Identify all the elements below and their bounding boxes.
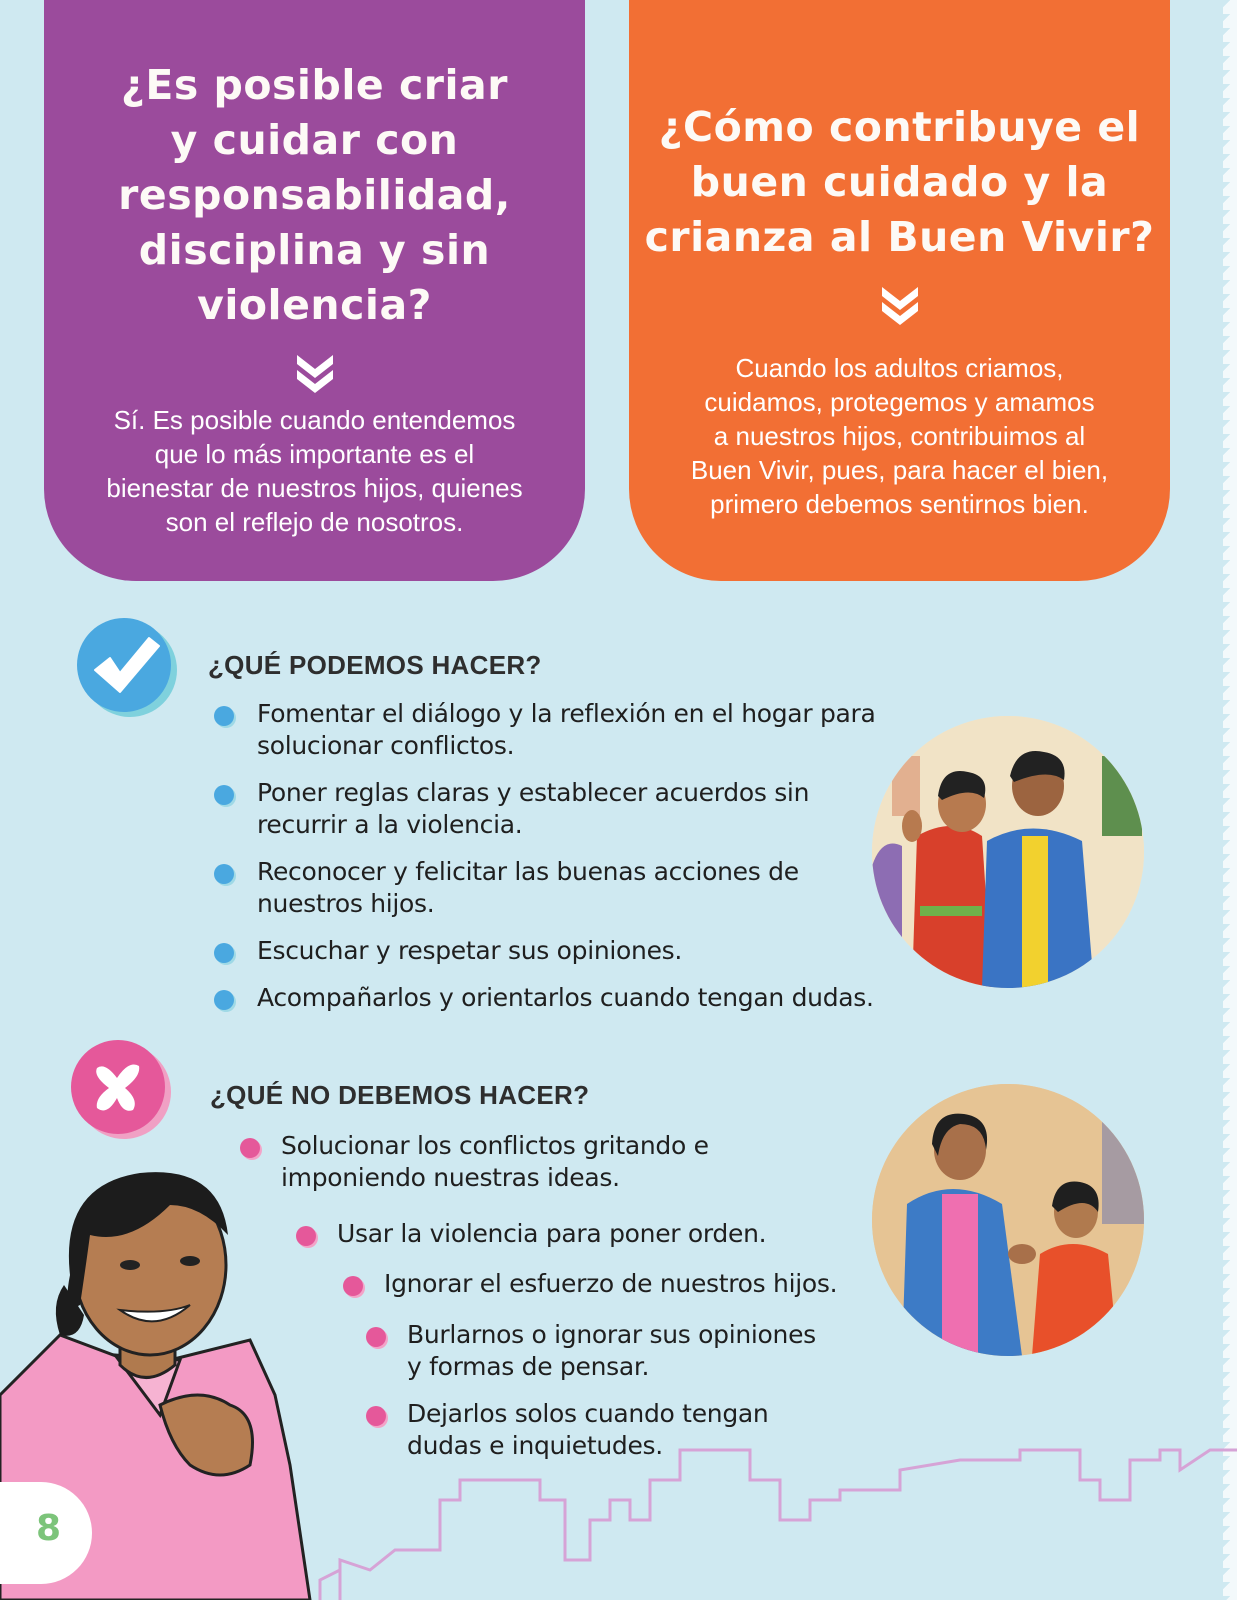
- list-item: Burlarnos o ignorar sus opiniones y formas de pensar.: [407, 1319, 816, 1383]
- check-icon: [77, 618, 171, 712]
- bullet-icon: [214, 990, 234, 1010]
- skyline-decoration: [300, 1440, 1237, 1600]
- list-item: Fomentar el diálogo y la reflexión en el hogar para solucionar conflictos.: [210, 698, 910, 762]
- bullet-icon: [343, 1276, 363, 1296]
- double-chevron-down-icon: [878, 283, 922, 329]
- bullet-icon: [214, 785, 234, 805]
- list-item: Ignorar el esfuerzo de nuestros hijos.: [384, 1268, 837, 1300]
- illustration-father-son: [872, 716, 1144, 988]
- bullet-icon: [214, 864, 234, 884]
- do-section-title: ¿QUÉ PODEMOS HACER?: [208, 650, 542, 680]
- bullet-icon: [214, 706, 234, 726]
- bullet-icon: [214, 943, 234, 963]
- page-number: 8: [36, 1508, 62, 1549]
- bullet-icon: [366, 1327, 386, 1347]
- list-item: Usar la violencia para poner orden.: [337, 1218, 766, 1250]
- list-item: Poner reglas claras y establecer acuerdos sin recurrir a la violencia.: [210, 777, 910, 841]
- card-title: ¿Es posible criar y cuidar con responsabilidad, disciplina y sin violencia?: [118, 61, 511, 329]
- bullet-icon: [366, 1406, 386, 1426]
- list-item: Solucionar los conflictos gritando e imponiendo nuestras ideas.: [281, 1130, 709, 1194]
- cross-badge: [71, 1040, 165, 1134]
- question-card-orange: [629, 0, 1170, 581]
- double-chevron-down-icon: [293, 351, 337, 397]
- decorative-zigzag-border: [1223, 0, 1237, 1600]
- question-card-purple: [44, 0, 585, 581]
- cross-icon: [71, 1040, 165, 1134]
- check-badge: [77, 618, 171, 712]
- card-title: ¿Cómo contribuye el buen cuidado y la crianza al Buen Vivir?: [644, 103, 1155, 261]
- do-list: [210, 698, 910, 1029]
- illustration-mother-daughter: [872, 1084, 1144, 1356]
- list-item: Dejarlos solos cuando tengan dudas e inquietudes.: [407, 1398, 768, 1462]
- card-body: Cuando los adultos criamos, cuidamos, protegemos y amamos a nuestros hijos, contribuimos al Buen Vivir, pues, para hacer el bien, primero debemos sentirnos bien.: [690, 353, 1109, 519]
- list-item: Reconocer y felicitar las buenas acciones de nuestros hijos.: [210, 856, 910, 920]
- dont-section-title: ¿QUÉ NO DEBEMOS HACER?: [210, 1080, 590, 1110]
- list-item: Acompañarlos y orientarlos cuando tengan dudas.: [210, 982, 910, 1014]
- bullet-icon: [240, 1138, 260, 1158]
- card-body: Sí. Es posible cuando entendemos que lo más importante es el bienestar de nuestros hijos, quienes son el reflejo de nosotros.: [106, 405, 523, 537]
- list-item: Escuchar y respetar sus opiniones.: [210, 935, 910, 967]
